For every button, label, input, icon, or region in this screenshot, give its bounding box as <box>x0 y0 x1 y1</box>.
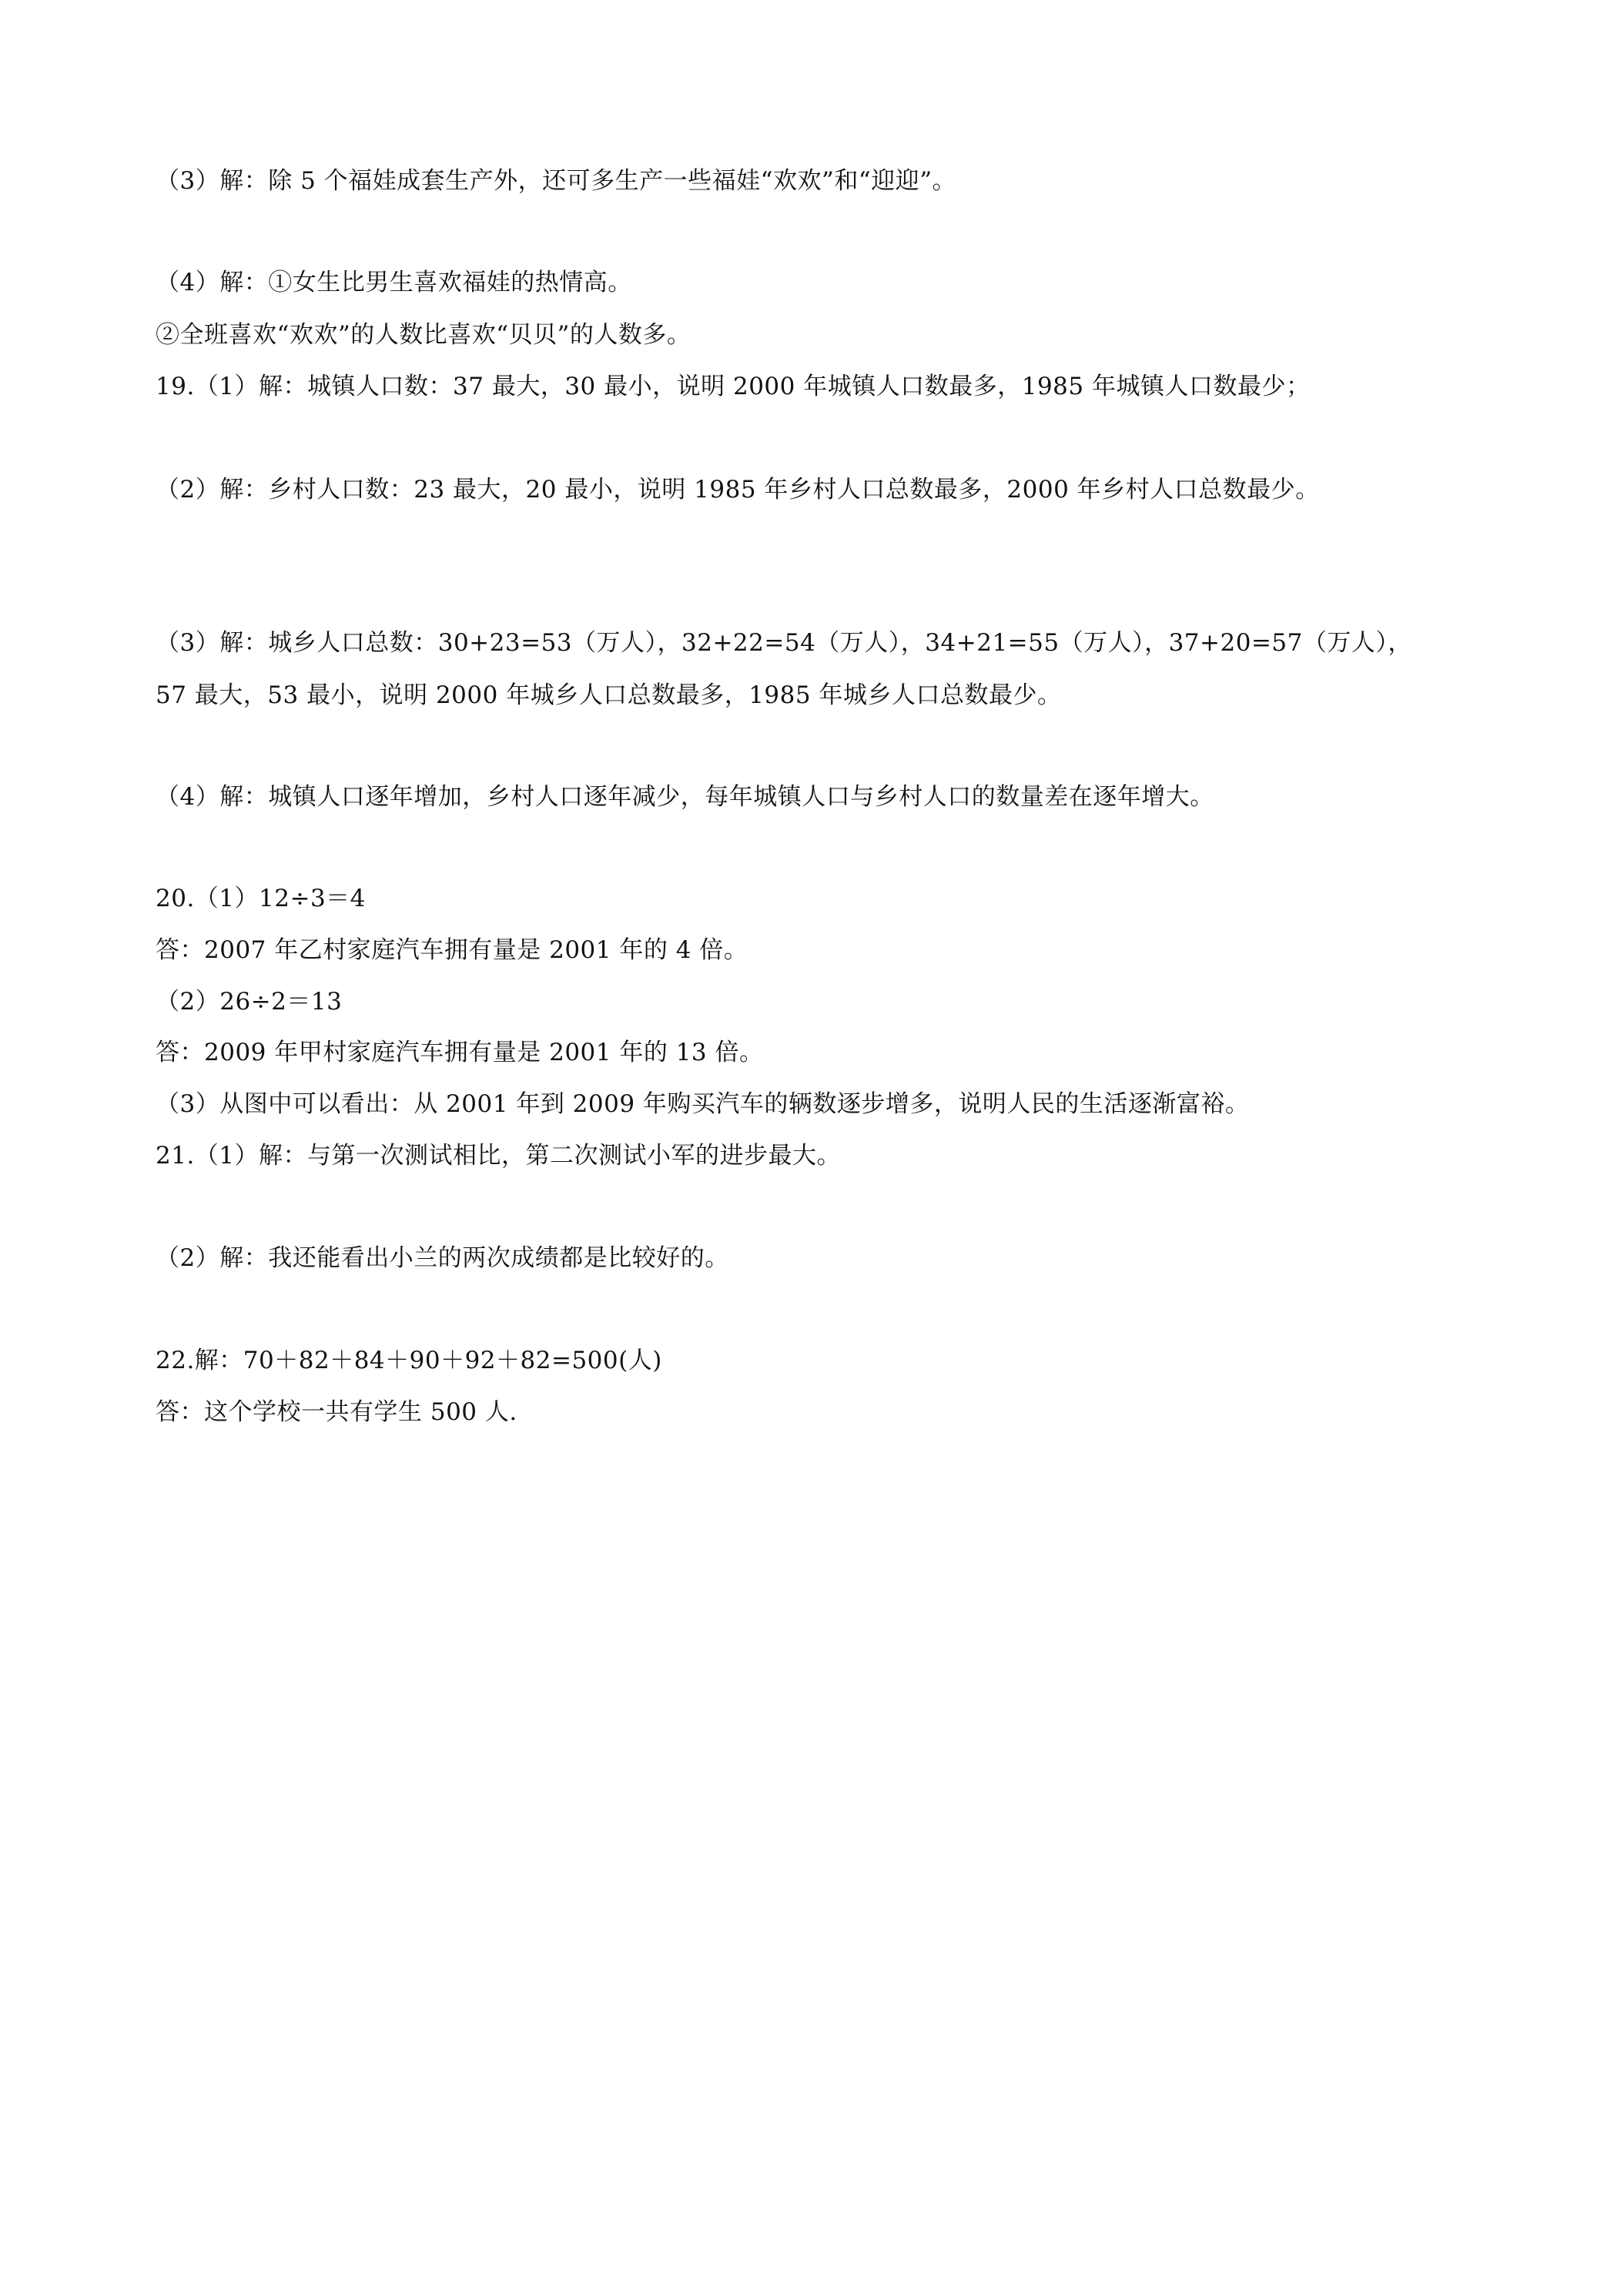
answer-18-3: （3）解：除 5 个福娃成套生产外，还可多生产一些福娃“欢欢”和“迎迎”。 <box>156 167 957 195</box>
answer-18-4-part1: （4）解：①女生比男生喜欢福娃的热情高。 <box>156 269 632 296</box>
answer-21-2: （2）解：我还能看出小兰的两次成绩都是比较好的。 <box>156 1244 729 1272</box>
answer-19-4: （4）解：城镇人口逐年增加，乡村人口逐年减少，每年城镇人口与乡村人口的数量差在逐年增大。 <box>156 783 1214 811</box>
answer-20-2-text: 答：2009 年甲村家庭汽车拥有量是 2001 年的 13 倍。 <box>156 1039 764 1066</box>
answer-19-2: （2）解：乡村人口数：23 最大，20 最小，说明 1985 年乡村人口总数最多，2000 年乡村人口总数最少。 <box>156 476 1320 504</box>
answer-20-2-calc: （2）26÷2＝13 <box>156 988 343 1016</box>
answer-19-3-line2: 57 最大，53 最小，说明 2000 年城乡人口总数最多，1985 年城乡人口总数最少。 <box>156 681 1062 709</box>
answer-22-calc: 22.解：70＋82＋84＋90＋92＋82=500(人) <box>156 1347 662 1374</box>
answer-18-4-part2: ②全班喜欢“欢欢”的人数比喜欢“贝贝”的人数多。 <box>156 321 691 349</box>
answer-19-3-line1: （3）解：城乡人口总数：30+23=53（万人），32+22=54（万人），34+21=55（万人），37+20=57（万人）， <box>156 629 1412 657</box>
answer-20-1-calc: 20.（1）12÷3＝4 <box>156 885 366 912</box>
answer-21-1: 21.（1）解：与第一次测试相比，第二次测试小军的进步最大。 <box>156 1142 842 1170</box>
answer-19-1: 19.（1）解：城镇人口数：37 最大，30 最小，说明 2000 年城镇人口数最多，1985 年城镇人口数最少； <box>156 373 1311 400</box>
answer-22-text: 答：这个学校一共有学生 500 人. <box>156 1398 517 1426</box>
answer-20-3: （3）从图中可以看出：从 2001 年到 2009 年购买汽车的辆数逐步增多，说明人民的生活逐渐富裕。 <box>156 1090 1250 1118</box>
answer-20-1-text: 答：2007 年乙村家庭汽车拥有量是 2001 年的 4 倍。 <box>156 936 748 964</box>
